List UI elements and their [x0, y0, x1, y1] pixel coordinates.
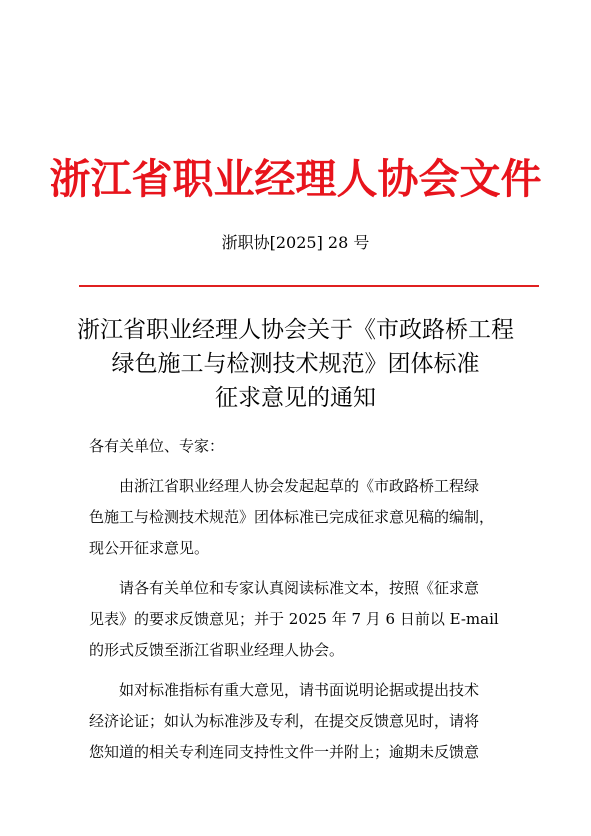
paragraph-line: 由浙江省职业经理人协会发起起草的《市政路桥工程绿 — [119, 477, 480, 495]
notice-title — [0, 313, 591, 415]
org-title: 浙江省职业经理人协会文件 — [49, 155, 542, 203]
paragraph-line: 如对标准指标有重大意见，请书面说明论据或提出技术 — [119, 681, 480, 699]
notice-title-line: 绿色施工与检测技术规范》团体标准 — [111, 351, 480, 377]
paragraph-line: 色施工与检测技术规范》团体标准已完成征求意见稿的编制， — [89, 508, 495, 526]
paragraph-line: 见表》的要求反馈意见；并于 2025 年 7 月 6 日前以 E-mail — [89, 610, 499, 628]
paragraph-line: 请各有关单位和专家认真阅读标准文本，按照《征求意 — [119, 579, 480, 597]
notice-body — [89, 431, 509, 768]
paragraph-line: 现公开征求意见。 — [89, 539, 210, 557]
paragraph-line: 的形式反馈至浙江省职业经理人协会。 — [89, 641, 345, 659]
salutation: 各有关单位、专家： — [89, 437, 225, 455]
paragraph — [89, 471, 509, 564]
notice-title-line: 浙江省职业经理人协会关于《市政路桥工程 — [77, 317, 514, 343]
doc-number: 浙职协[2025] 28 号 — [221, 233, 370, 252]
notice-title-line: 征求意见的通知 — [215, 385, 376, 411]
red-divider-line — [79, 285, 539, 287]
paragraph — [89, 675, 509, 768]
paragraph-line: 您知道的相关专利连同支持性文件一并附上；逾期未反馈意 — [89, 743, 480, 761]
paragraph — [89, 573, 509, 666]
paragraph-line: 经济论证；如认为标准涉及专利，在提交反馈意见时，请将 — [89, 712, 480, 730]
